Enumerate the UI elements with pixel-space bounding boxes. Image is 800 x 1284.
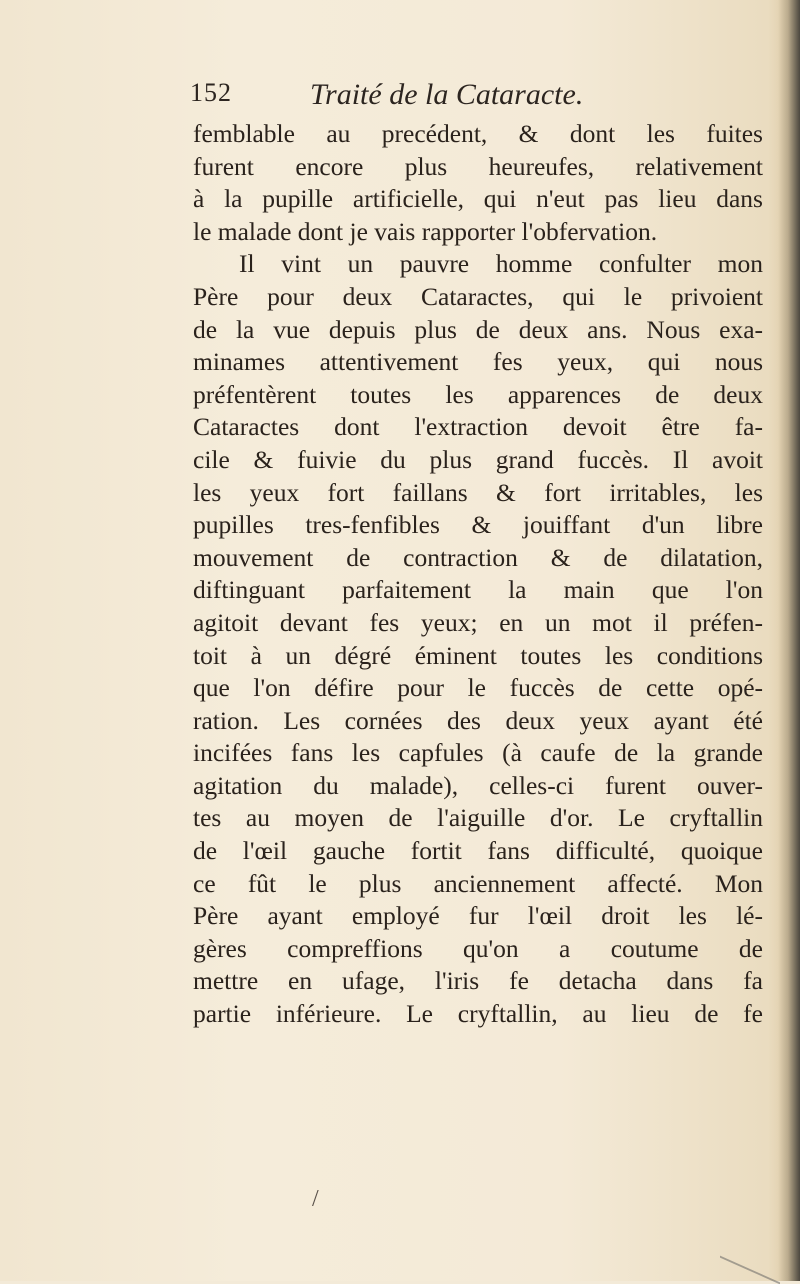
page-number: 152 (190, 78, 232, 107)
text-line: mettre en ufage, l'iris fe detacha dans fa (193, 966, 763, 996)
text-line: de l'œil gauche fortit fans difficulté, quoique (193, 836, 763, 866)
text-line: incifées fans les capfules (à caufe de la grande (193, 738, 763, 768)
text-line: agitation du malade), celles-ci furent ouver- (193, 770, 763, 800)
text-line: le malade dont je vais rapporter l'obfervation. (193, 216, 658, 246)
body-text (193, 118, 763, 1031)
paragraph-start-line: Il vint un pauvre homme confulter mon (239, 249, 763, 279)
stray-mark: / (312, 1186, 319, 1212)
running-head (190, 78, 750, 118)
text-line: minames attentivement fes yeux, qui nous (193, 347, 763, 377)
text-line: mouvement de contraction & de dilatation, (193, 542, 763, 572)
text-line: ration. Les cornées des deux yeux ayant été (193, 705, 763, 735)
text-line: diftinguant parfaitement la main que l'on (193, 575, 763, 605)
text-line: tes au moyen de l'aiguille d'or. Le cryftallin (193, 803, 763, 833)
text-line: à la pupille artificielle, qui n'eut pas lieu dans (193, 184, 763, 214)
text-line: gères compreffions qu'on a coutume de (193, 933, 763, 963)
text-line: toit à un dégré éminent toutes les conditions (193, 640, 763, 670)
text-line: Cataractes dont l'extraction devoit être fa- (193, 412, 763, 442)
running-title: Traité de la Cataracte. (310, 78, 584, 111)
text-line: les yeux fort faillans & fort irritables, les (193, 477, 763, 507)
text-line: agitoit devant fes yeux; en un mot il préfen- (193, 607, 763, 637)
page-binding-edge (778, 0, 800, 1281)
text-line: que l'on défire pour le fuccès de cette opé- (193, 673, 763, 703)
text-line: de la vue depuis plus de deux ans. Nous exa- (193, 314, 763, 344)
text-line: préfentèrent toutes les apparences de deux (193, 379, 763, 409)
text-line: partie inférieure. Le cryftallin, au lieu de fe (193, 999, 763, 1029)
text-line: Père ayant employé fur l'œil droit les lé- (193, 901, 763, 931)
text-line: ce fût le plus anciennement affecté. Mon (193, 868, 763, 898)
text-line: femblable au precédent, & dont les fuites (193, 119, 763, 148)
text-line: furent encore plus heureufes, relativement (193, 151, 763, 181)
text-line: pupilles tres-fenfibles & jouiffant d'un libre (193, 510, 763, 540)
page-corner-fold (720, 1216, 780, 1284)
text-line: cile & fuivie du plus grand fuccès. Il avoit (193, 444, 763, 474)
text-line: Père pour deux Cataractes, qui le privoient (193, 281, 763, 311)
